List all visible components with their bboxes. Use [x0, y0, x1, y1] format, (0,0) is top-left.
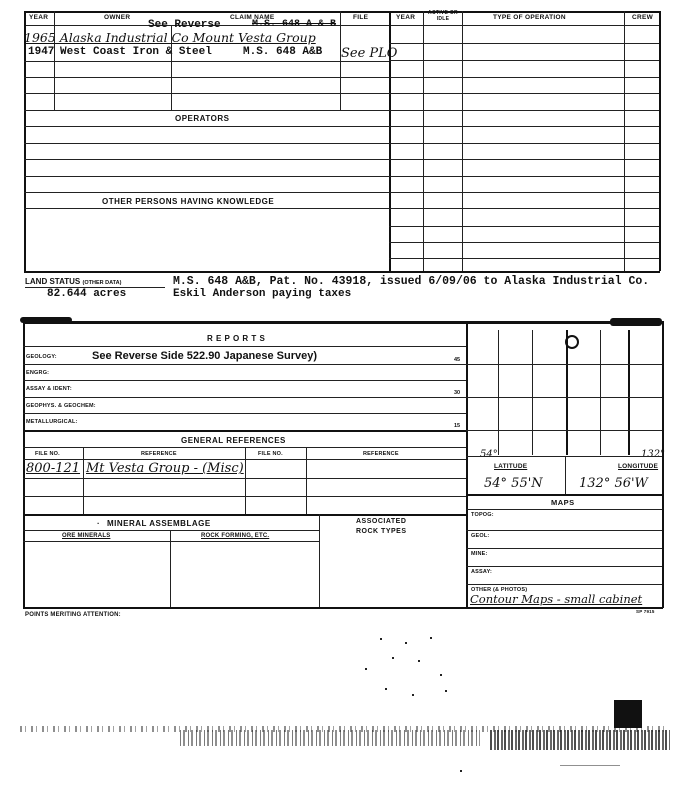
header-year-2: YEAR: [396, 14, 416, 21]
mineral-line: [23, 541, 319, 542]
land-status-taxes: Eskil Anderson paying taxes: [173, 288, 352, 300]
ref-row1-reference: Mt Vesta Group - (Misc): [86, 461, 244, 476]
right-row-line: [389, 60, 659, 61]
map-grid-line: [466, 430, 662, 431]
top-grid-bottom-border: [24, 271, 660, 273]
row-line: [24, 208, 389, 209]
right-row-line: [389, 43, 659, 44]
form-number: SP 7915: [636, 609, 655, 614]
maps-line: [466, 509, 662, 510]
right-row-line: [389, 226, 659, 227]
right-row-line: [389, 93, 659, 94]
row-line: [24, 192, 389, 193]
col-divider: [54, 25, 55, 110]
maps-line: [466, 584, 662, 585]
maps-line: [466, 530, 662, 531]
right-row-line: [389, 77, 659, 78]
maps-assay-label: ASSAY:: [471, 569, 493, 575]
col-divider: [423, 11, 424, 271]
reports-top-border: [23, 321, 663, 324]
row-line: [24, 110, 389, 111]
map-grid-line: [466, 364, 662, 365]
right-row-line: [389, 208, 659, 209]
header-owner: OWNER: [104, 14, 131, 21]
reports-row-line: [23, 364, 466, 365]
scan-speck: [405, 642, 407, 644]
col-divider: [462, 11, 463, 271]
right-row-line: [389, 143, 659, 144]
mineral-col-divider: [319, 514, 320, 608]
geology-value: See Reverse Side 522.90 Japanese Survey): [92, 350, 318, 362]
maps-other-value: Contour Maps - small cabinet: [470, 592, 643, 606]
long-corner: 132°: [641, 449, 666, 460]
points-meriting-label: POINTS MERITING ATTENTION:: [25, 612, 121, 618]
right-row-line: [389, 126, 659, 127]
reports-row-line: [23, 397, 466, 398]
ref-row1-file: 800-121: [26, 461, 81, 476]
land-status-line1: M.S. 648 A&B, Pat. No. 43918, issued 6/09/06 to Alaska Industrial Co.: [173, 275, 650, 288]
land-status-label-text: LAND STATUS: [25, 277, 81, 286]
scan-black-square: [614, 700, 642, 728]
row2-claim: M.S. 648 A&B: [243, 46, 323, 58]
col-divider: [54, 11, 55, 25]
col-reference: REFERENCE: [141, 451, 177, 457]
general-references-title: GENERAL REFERENCES: [181, 436, 286, 445]
assay-label: ASSAY & IDENT:: [26, 386, 72, 392]
right-row-line: [389, 110, 659, 111]
header-claim-name: CLAIM NAME: [230, 14, 275, 21]
reports-bottom-line: [23, 430, 466, 432]
col-divider: [171, 25, 172, 110]
scan-speck: [365, 668, 367, 670]
scan-noise-band: [180, 730, 480, 746]
land-status-acres: 82.644 acres: [47, 288, 127, 300]
scan-speck: [460, 770, 462, 772]
header-year: YEAR: [29, 14, 49, 21]
associated-label: ASSOCIATED: [356, 518, 407, 525]
row-line: [24, 143, 389, 144]
references-line: [23, 496, 466, 497]
see-reverse-note: See Reverse: [148, 19, 221, 31]
other-persons-heading: OTHER PERSONS HAVING KNOWLEDGE: [102, 197, 275, 206]
mineral-col-divider: [170, 530, 171, 608]
map-grid-line: [628, 330, 630, 455]
mineral-line: [23, 530, 319, 531]
reports-title: R E P O R T S: [207, 334, 266, 343]
header-crew: CREW: [632, 14, 654, 21]
scan-speck: [380, 638, 382, 640]
mineral-assemblage-title: MINERAL ASSEMBLAGE: [107, 519, 211, 528]
reports-row-line: [23, 346, 466, 347]
scan-speck: [445, 690, 447, 692]
scan-noise-band: [490, 730, 670, 750]
maps-mine-label: MINE:: [471, 551, 488, 557]
map-grid-line: [565, 456, 566, 494]
scan-speck: [418, 660, 420, 662]
operators-heading: OPERATORS: [175, 114, 230, 123]
maps-topog-label: TOPOG:: [471, 512, 494, 518]
ore-minerals-label: ORE MINERALS: [62, 533, 111, 539]
row-line: [24, 159, 389, 160]
land-status-label-small: (OTHER DATA): [82, 280, 122, 286]
scan-speck: [430, 637, 432, 639]
row-line: [24, 61, 389, 62]
longitude-label: LONGITUDE: [618, 463, 659, 470]
margin-number-30: 30: [454, 390, 461, 396]
maps-geol-label: GEOL:: [471, 533, 490, 539]
top-border: [24, 11, 660, 13]
right-row-line: [389, 258, 659, 259]
engrg-label: ENGRG:: [26, 370, 50, 376]
lat-corner: 54°: [480, 449, 498, 460]
row-line: [24, 176, 389, 177]
references-bottom-line: [23, 514, 466, 516]
row2-year: 1947: [28, 46, 55, 58]
scan-speck: [412, 694, 414, 696]
right-row-line: [389, 159, 659, 160]
row2-file-handwritten: See PLO: [341, 46, 398, 61]
references-col-divider: [306, 447, 307, 514]
map-grid-line: [466, 397, 662, 398]
left-border: [24, 11, 26, 271]
maps-line: [466, 548, 662, 549]
latitude-value: 54° 55'N: [484, 476, 543, 491]
right-row-line: [389, 176, 659, 177]
reports-section-bottom: [23, 607, 663, 609]
geology-label: GEOLOGY:: [26, 354, 57, 360]
row-line: [24, 126, 389, 127]
references-col-divider: [83, 447, 84, 514]
col-file-no-2: FILE NO.: [258, 451, 283, 457]
maps-title: MAPS: [551, 498, 575, 507]
bullet-dot: ·: [97, 519, 100, 528]
col-divider: [624, 11, 625, 271]
reports-right-border: [662, 321, 664, 608]
col-divider: [340, 11, 341, 25]
maps-other-label: OTHER (& PHOTOS): [471, 587, 528, 593]
right-border: [659, 11, 661, 271]
scan-speck: [560, 765, 620, 766]
row-line: [24, 77, 389, 78]
map-grid-line: [466, 456, 662, 457]
scan-speck: [385, 688, 387, 690]
row1-handwritten-entry: 1965 Alaska Industrial Co Mount Vesta Group: [24, 30, 316, 45]
scan-speck: [440, 674, 442, 676]
map-grid-line: [566, 330, 568, 455]
header-active-or-idle: ACTIVE OR IDLE: [428, 10, 458, 22]
references-col-divider: [245, 447, 246, 514]
col-reference-2: REFERENCE: [363, 451, 399, 457]
references-line: [23, 478, 466, 479]
right-row-line: [389, 242, 659, 243]
reports-row-line: [23, 380, 466, 381]
location-marker-icon: [565, 335, 579, 349]
scan-blot: [610, 318, 662, 326]
maps-line: [466, 566, 662, 567]
longitude-value: 132° 56'W: [579, 476, 648, 491]
header-type-of-operation: TYPE OF OPERATION: [493, 14, 566, 21]
map-grid-line: [600, 330, 601, 455]
claim-struck-text: M.S. 648 A & B: [252, 19, 337, 30]
scan-speck: [392, 657, 394, 659]
col-divider: [340, 25, 341, 110]
map-grid-line: [498, 330, 499, 455]
land-status-label: [25, 277, 121, 286]
margin-number-45: 45: [454, 357, 461, 363]
header-underline: [24, 25, 660, 26]
latitude-label: LATITUDE: [494, 463, 528, 470]
margin-number-15: 15: [454, 423, 461, 429]
reports-row-line: [23, 413, 466, 414]
right-row-line: [389, 192, 659, 193]
scan-blot: [20, 317, 72, 323]
metallurgical-label: METALLURGICAL:: [26, 419, 78, 425]
row2-owner: West Coast Iron & Steel: [60, 46, 212, 58]
row-line: [24, 93, 389, 94]
rock-types-label: ROCK TYPES: [356, 528, 407, 535]
header-file: FILE: [353, 14, 369, 21]
map-grid-line: [532, 330, 533, 455]
geophys-label: GEOPHYS. & GEOCHEM:: [26, 403, 96, 409]
map-grid-line: [466, 494, 662, 496]
rock-forming-label: ROCK FORMING, ETC.: [201, 533, 270, 539]
col-file-no: FILE NO.: [35, 451, 60, 457]
